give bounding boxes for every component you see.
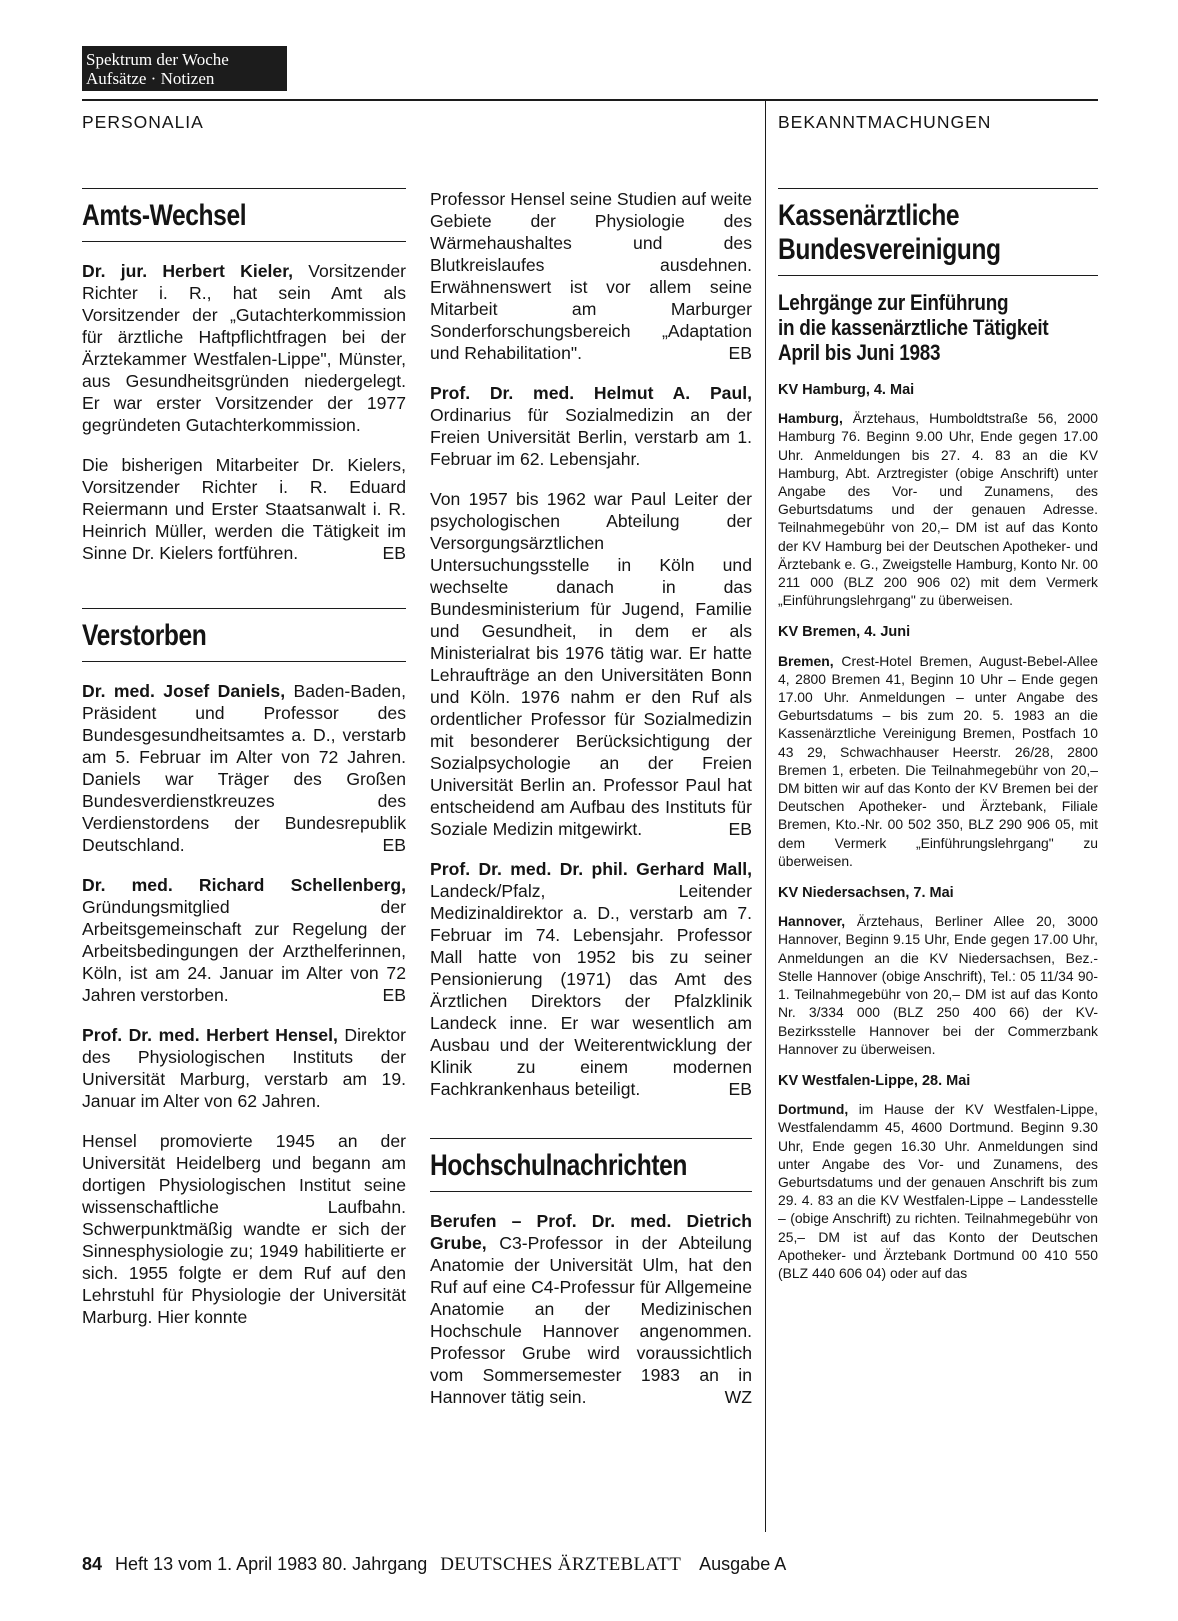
article-grube: Berufen – Prof. Dr. med. Dietrich Grube, C3-Professor in der Abteilung Anatomie der Universität Ulm, hat den Ruf auf eine C4-Professur für Allgemeine Anatomie an der Medizinischen Hochschule Hannover angenommen. Professor Grube wird voraussichtlich vom Sommersemester 1983 an in Hannover tätig sein. WZ	[430, 1211, 752, 1407]
author-initials: EB	[728, 1079, 752, 1099]
article-daniels: Dr. med. Josef Daniels, Baden-Baden, Präsident und Professor des Bundesgesundheitsamtes a. D., verstarb am 5. Februar im Alter von 72 Jahren. Daniels war Träger des Großen Bundesverdienstkreuzes des Verdienstordens der Bundesrepublik Deutschland. EB	[82, 681, 406, 855]
kv-westfalen-lippe-heading: KV Westfalen-Lippe, 28. Mai	[778, 1072, 971, 1089]
article-kieler: Dr. jur. Herbert Kieler, Vorsitzender Richter i. R., hat sein Amt als Vorsitzender der „Gutachterkommission für ärztliche Haftpflichtfragen bei der Ärztekammer Westfalen-Lippe", Münster, aus Gesundheitsgründen niedergelegt. Er war erster Vorsitzender der 1977 gegründeten Gutachterkommission.	[82, 261, 406, 435]
heading-hochschulnachrichten: Hochschulnachrichten	[430, 1138, 752, 1192]
author-initials: WZ	[724, 1387, 752, 1407]
column-3	[778, 188, 1098, 1282]
section-kicker-bekanntmachungen: BEKANNTMACHUNGEN	[778, 112, 992, 132]
column-divider	[765, 100, 766, 1532]
page-number: 84	[82, 1554, 103, 1574]
kv-bremen-heading: KV Bremen, 4. Juni	[778, 624, 911, 641]
column-2	[430, 188, 752, 1426]
kv-niedersachsen-heading: KV Niedersachsen, 7. Mai	[778, 885, 954, 902]
heading-amts-wechsel: Amts-Wechsel	[82, 188, 406, 242]
article-hensel-continued: Professor Hensel seine Studien auf weite Gebiete der Physiologie des Wärmehaushaltes und des Blutkreislaufes ausdehnen. Erwähnenswert ist vor allem seine Mitarbeit am Marburger Sonderforschungsbereich „Adaptation und Rehabilitation". EB	[430, 189, 752, 363]
article-schellenberg: Dr. med. Richard Schellenberg, Gründungsmitglied der Arbeitsgemeinschaft zur Regelung der Arbeitsbedingungen der Arzthelferinnen, Köln, ist am 24. Januar im Alter von 72 Jahren verstorben. EB	[82, 875, 406, 1005]
issue-info: Heft 13 vom 1. April 1983 80. Jahrgang	[115, 1554, 428, 1574]
author-initials: EB	[382, 543, 406, 563]
author-initials: EB	[382, 835, 406, 855]
page-footer	[82, 1554, 786, 1576]
article-mall: Prof. Dr. med. Dr. phil. Gerhard Mall, Landeck/Pfalz, Leitender Medizinaldirektor a. D., verstarb am 7. Februar im 74. Lebensjahr. Professor Mall hatte von 1952 bis zu seiner Pensionierung (1971) das Amt des Ärztlichen Direktors der Pfalzklinik Landeck inne. Er war wesentlich am Ausbau und der Weiterentwicklung der Klinik zu einem modernen Fachkrankenhaus beteiligt. EB	[430, 859, 752, 1099]
column-1	[82, 188, 406, 1328]
article-paul: Prof. Dr. med. Helmut A. Paul, Ordinarius für Sozialmedizin an der Freien Universität Berlin, verstarb am 1. Februar im 62. Lebensjahr.	[430, 383, 752, 469]
section-kicker-personalia: PERSONALIA	[82, 112, 204, 132]
edition: Ausgabe A	[699, 1554, 787, 1574]
kv-hamburg-heading: KV Hamburg, 4. Mai	[778, 382, 915, 398]
top-rule	[82, 99, 1098, 101]
author-initials: EB	[728, 343, 752, 363]
masthead	[82, 46, 287, 91]
heading-verstorben: Verstorben	[82, 608, 406, 662]
author-initials: EB	[382, 985, 406, 1005]
masthead-line1: Spektrum der Woche	[86, 50, 229, 69]
masthead-line2: Aufsätze · Notizen	[86, 69, 215, 88]
kv-hamburg-text: Hamburg, Ärztehaus, Humboldtstraße 56, 2000 Hamburg 76. Beginn 9.00 Uhr, Ende gegen 17.00 Uhr. Anmeldungen bis 27. 4. 83 an die KV Hamburg, Abt. Arztregister (obige Anschrift) unter Angabe des Vor- und Zunamens, des Geburtsdatums und der genauen Adresse. Teilnahmegebühr von 20,– DM ist auf das Konto der KV Hamburg bei der Deutschen Apotheker- und Ärztebank e. G., Zweigstelle Hamburg, Konto Nr. 00 211 000 (BLZ 200 906 02) mit dem Vermerk „Einführungslehrgang" zu überweisen.	[778, 410, 1098, 609]
author-initials: EB	[728, 819, 752, 839]
kv-notices	[778, 381, 1098, 1282]
article-kieler-mitarbeiter: Die bisherigen Mitarbeiter Dr. Kielers, Vorsitzender Richter i. R. Eduard Reiermann und Erster Staatsanwalt i. R. Heinrich Müller, werden die Tätigkeit im Sinne Dr. Kielers fortführen. EB	[82, 455, 406, 563]
subheading-lehrgaenge: Lehrgänge zur Einführung in die kassenärztliche Tätigkeit April bis Juni 1983	[778, 290, 1049, 365]
article-hensel: Prof. Dr. med. Herbert Hensel, Direktor des Physiologischen Instituts der Universität Marburg, verstarb am 19. Januar im Alter von 62 Jahren.	[82, 1025, 406, 1111]
heading-kassenaerztliche-bundesvereinigung: Kassenärztliche Bundesvereinigung	[778, 188, 1098, 276]
article-hensel-bio: Hensel promovierte 1945 an der Universität Heidelberg und begann am dortigen Physiologischen Institut seine wissenschaftliche Laufbahn. Schwerpunktmäßig wandte er sich der Sinnesphysiologie zu; 1949 habilitierte er sich. 1955 folgte er dem Ruf auf den Lehrstuhl für Physiologie der Universität Marburg. Hier konnte	[82, 1131, 406, 1327]
kv-westfalen-lippe-text: Dortmund, im Hause der KV Westfalen-Lippe, Westfalendamm 45, 4600 Dortmund. Beginn 9.30 Uhr, Ende gegen 16.30 Uhr. Anmeldungen sind unter Angabe des Vor- und Zunamens, des Geburtsdatums und der genauen Anschrift bis zum 29. 4. 83 an die KV Westfalen-Lippe – Landesstelle – (obige Anschrift) zu richten. Teilnahmegebühr von 25,– DM ist auf das Konto der Deutschen Apotheker- und Ärztebank Dortmund 00 410 550 (BLZ 440 606 04) oder auf das	[778, 1101, 1098, 1281]
article-paul-bio: Von 1957 bis 1962 war Paul Leiter der psychologischen Abteilung der Versorgungsärztlichen Untersuchungsstelle in Köln und wechselte danach in das Bundesministerium für Jugend, Familie und Gesundheit, in dem er als Ministerialrat bis 1976 tätig war. Er hatte Lehraufträge an den Universitäten Bonn und Köln. 1976 nahm er den Ruf als ordentlicher Professor für Sozialmedizin mit besonderer Berücksichtigung der Sozialpsychologie an der Freien Universität Berlin an. Professor Paul hat entscheidend am Aufbau des Instituts für Soziale Medizin mitgewirkt. EB	[430, 489, 752, 839]
kv-bremen-text: Bremen, Crest-Hotel Bremen, August-Bebel-Allee 4, 2800 Bremen 41, Beginn 10 Uhr – Ende gegen 17.00 Uhr. Anmeldungen – unter Angabe des Geburtsdatums – bis zum 20. 5. 1983 an die Kassenärztliche Vereinigung Bremen, Postfach 10 43 29, Schwachhauser Heerstr. 26/28, 2800 Bremen 1, erbeten. Die Teilnahmegebühr von 20,– DM bitten wir auf das Konto der KV Bremen bei der Deutschen Apotheker- und Ärztebank, Filiale Bremen, Kto.-Nr. 00 502 350, BLZ 290 906 05, mit dem Vermerk „Einführungslehrgang" zu überweisen.	[778, 652, 1098, 869]
publication-name: DEUTSCHES ÄRZTEBLATT	[440, 1554, 682, 1575]
kv-niedersachsen-text: Hannover, Ärztehaus, Berliner Allee 20, 3000 Hannover, Beginn 9.15 Uhr, Ende gegen 17.00 Uhr, Anmeldungen an die KV Niedersachsen, Bez.-Stelle Hannover (obige Anschrift), Tel.: 05 11/34 90-1. Teilnahmegebühr von 20,– DM ist auf das Konto Nr. 3/334 000 (BLZ 250 400 66) der KV-Bezirksstelle Hannover bei der Commerzbank Hannover zu überweisen.	[778, 913, 1098, 1057]
